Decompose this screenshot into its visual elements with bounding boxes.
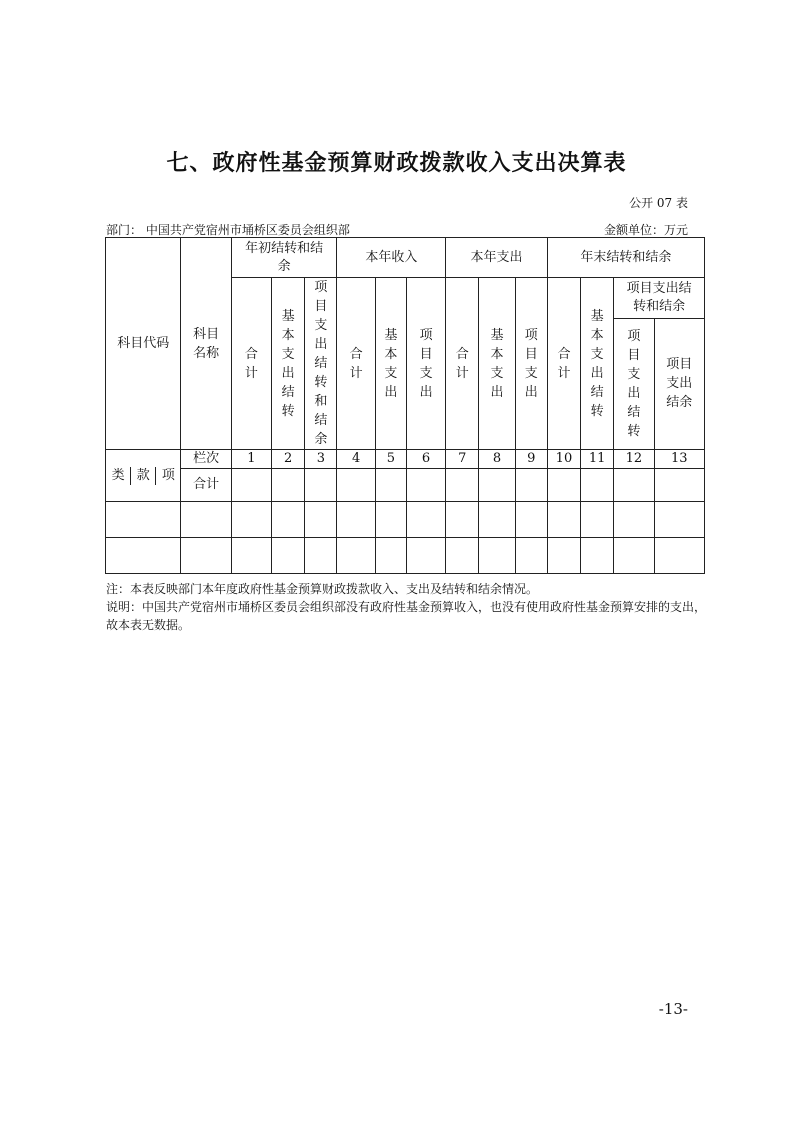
category-cell [106,450,181,502]
header-begin-proj-carry-balance: 项目支出结转和结余 [305,278,337,450]
table-cell [406,502,445,538]
header-subject-code: 科目代码 [106,238,181,450]
table-cell [231,502,271,538]
table-cell [375,469,406,502]
table-cell [446,469,479,502]
table-cell [479,502,515,538]
header-end-proj-group: 项目支出结转和结余 [614,278,705,319]
row-label-lanci: 栏次 [181,450,231,469]
budget-table [105,237,705,574]
col-number: 11 [581,450,614,469]
category-kuan: 款 [130,467,155,485]
col-number: 10 [547,450,580,469]
department-label: 部门： 中国共产党宿州市埇桥区委员会组织部 [106,223,350,237]
table-cell [547,502,580,538]
total-row-label: 合计 [181,469,231,502]
table-cell [581,502,614,538]
table-cell [581,469,614,502]
notes-section [106,580,706,634]
table-cell [446,502,479,538]
table-cell [106,502,181,538]
col-number: 5 [375,450,406,469]
note-text: 注：本表反映部门本年度政府性基金预算财政拨款收入、支出及结转和结余情况。 [106,582,539,596]
table-cell [337,469,375,502]
table-cell [106,538,181,574]
table-cell [515,538,547,574]
col-number: 3 [305,450,337,469]
header-expense-total: 合计 [446,278,479,450]
table-cell [305,469,337,502]
table-cell [272,469,305,502]
header-expense-basic: 基本支出 [479,278,515,450]
table-cell [337,538,375,574]
header-begin-balance: 年初结转和结余 [231,238,337,278]
header-end-balance: 年末结转和结余 [547,238,704,278]
page-title: 七、政府性基金预算财政拨款收入支出决算表 [166,151,627,176]
header-end-proj-balance: 项目支出结余 [654,318,704,449]
col-number: 6 [406,450,445,469]
table-cell [614,469,654,502]
table-cell [547,538,580,574]
table-cell [305,538,337,574]
header-income-total: 合计 [337,278,375,450]
table-cell [337,502,375,538]
explanation-text: 说明：中国共产党宿州市埇桥区委员会组织部没有政府性基金预算收入，也没有使用政府性基金预算安排的支出，故本表无数据。 [106,600,707,632]
table-row [106,502,705,538]
table-cell [614,538,654,574]
col-number: 8 [479,450,515,469]
header-income-basic: 基本支出 [375,278,406,450]
header-begin-basic-carry: 基本支出结转 [272,278,305,450]
header-subject-name: 科目名称 [181,238,231,450]
col-number: 1 [231,450,271,469]
header-end-total: 合计 [547,278,580,450]
header-begin-total: 合计 [231,278,271,450]
table-cell [375,502,406,538]
col-number: 4 [337,450,375,469]
table-cell [654,469,704,502]
table-cell [181,502,231,538]
table-cell [446,538,479,574]
table-cell [406,469,445,502]
table-cell [654,538,704,574]
table-cell [231,469,271,502]
amount-unit: 金额单位：万元 [603,223,688,237]
header-expense-proj: 项目支出 [515,278,547,450]
page-number: -13- [658,1000,688,1018]
table-cell [515,469,547,502]
table-cell [305,502,337,538]
table-cell [181,538,231,574]
table-cell [479,469,515,502]
col-number: 9 [515,450,547,469]
header-income: 本年收入 [337,238,446,278]
header-expense: 本年支出 [446,238,548,278]
table-cell [375,538,406,574]
table-cell [231,538,271,574]
table-cell [614,502,654,538]
header-income-proj: 项目支出 [406,278,445,450]
table-cell [272,538,305,574]
table-cell [515,502,547,538]
category-lei: 类 [111,467,125,483]
form-code: 公开 07 表 [629,196,688,210]
table-cell [654,502,704,538]
header-end-basic-carry: 基本支出结转 [581,278,614,450]
col-number: 12 [614,450,654,469]
table-cell [406,538,445,574]
col-number: 13 [654,450,704,469]
table-row [106,538,705,574]
table-cell [479,538,515,574]
col-number: 2 [272,450,305,469]
table-cell [581,538,614,574]
category-xiang: 项 [155,467,180,485]
table-cell [547,469,580,502]
col-number: 7 [446,450,479,469]
header-end-proj-carry: 项目支出结转 [614,318,654,449]
table-cell [272,502,305,538]
